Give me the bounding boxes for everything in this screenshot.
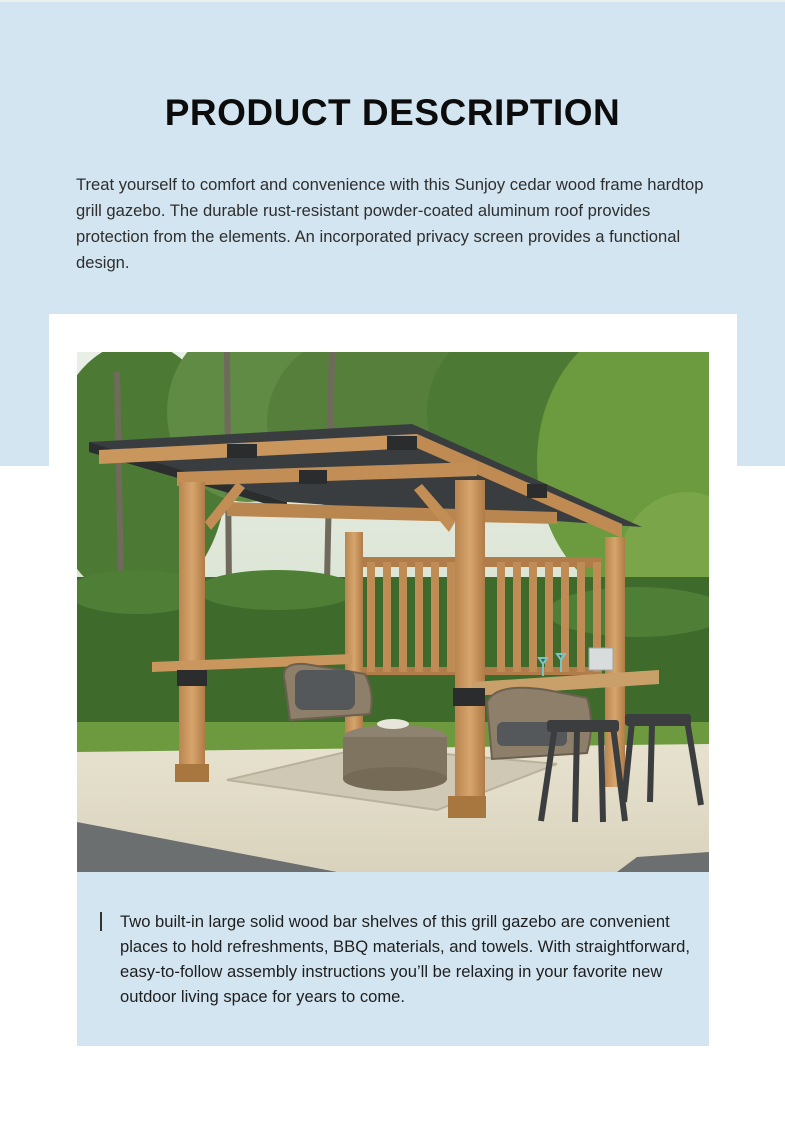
gazebo-product-photo [77,352,709,872]
caption-accent-bar [100,912,102,931]
intro-paragraph: Treat yourself to comfort and convenience with this Sunjoy cedar wood frame hardtop grill gazebo. The durable rust-resistant powder-coated aluminum roof provides protection from the elements. An incorporated privacy screen provides a functional design. [76,175,704,272]
feature-caption: Two built-in large solid wood bar shelves of this grill gazebo are convenient places to hold refreshments, BBQ materials, and towels. With straightforward, easy-to-follow assembly instructions you’ll be relaxing in your favorite new outdoor living space for years to come. [120,912,690,1006]
section-title: PRODUCT DESCRIPTION [164,92,621,133]
top-edge-line [0,0,785,2]
feature-caption-box [77,872,709,1046]
